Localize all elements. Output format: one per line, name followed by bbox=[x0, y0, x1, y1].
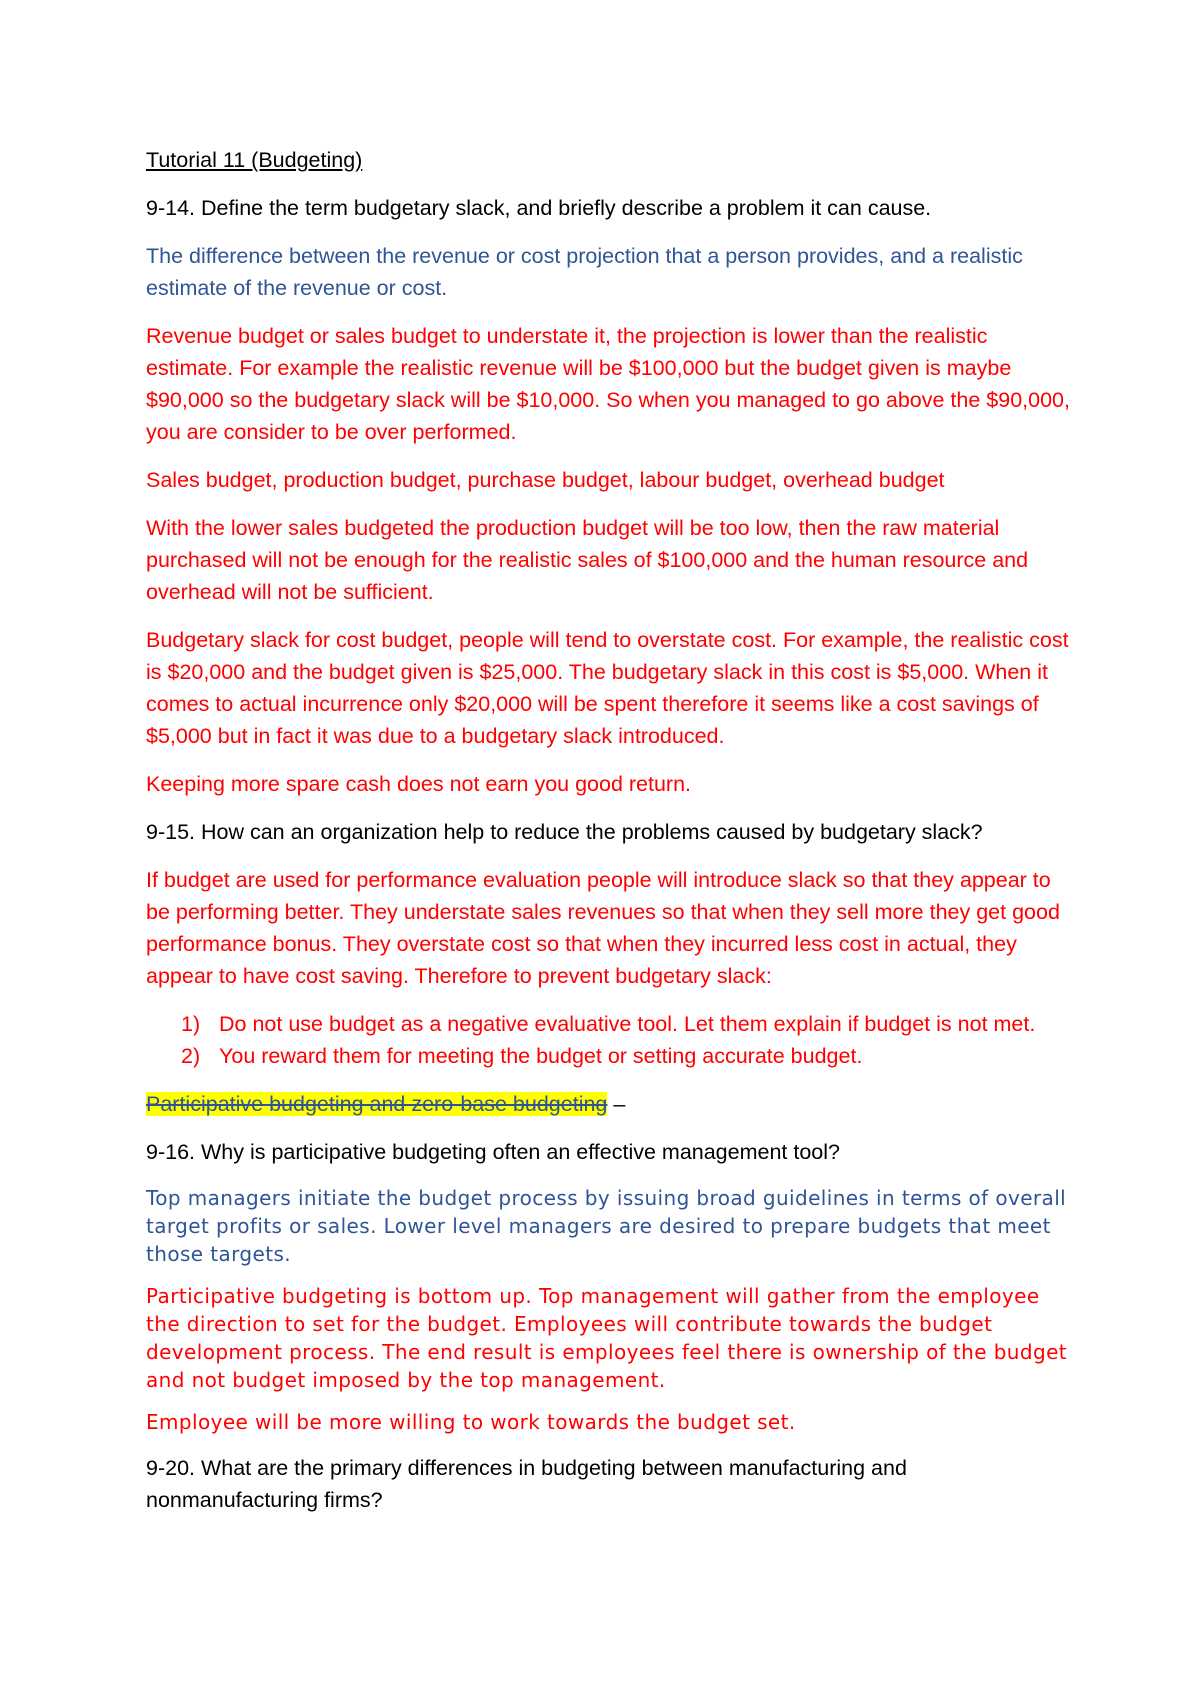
answer-9-14-spare-cash: Keeping more spare cash does not earn you good return. bbox=[146, 772, 692, 796]
answer-9-14-budget-list: Sales budget, production budget, purchase budget, labour budget, overhead budget bbox=[146, 468, 945, 492]
question-9-20: 9-20. What are the primary differences in budgeting between manufacturing and nonmanufacturing firms? bbox=[146, 1456, 907, 1512]
question-9-14: 9-14. Define the term budgetary slack, and briefly describe a problem it can cause. bbox=[146, 196, 932, 220]
question-9-15: 9-15. How can an organization help to reduce the problems caused by budgetary slack? bbox=[146, 820, 983, 844]
answer-9-15-explanation: If budget are used for performance evaluation people will introduce slack so that they appear to be performing better. They understate sales revenues so that when they sell more they get good performance bonus. They overstate cost so that when they incurred less cost in actual, they appear to have cost saving. Therefore to prevent budgetary slack: bbox=[146, 868, 1060, 988]
answer-9-14-production-impact: With the lower sales budgeted the production budget will be too low, then the raw material purchased will not be enough for the realistic sales of $100,000 and the human resource and overhead will not be sufficient. bbox=[146, 516, 1029, 604]
list-number: 1) bbox=[181, 1012, 201, 1036]
list-text: Do not use budget as a negative evaluative tool. Let them explain if budget is not met. bbox=[219, 1012, 1036, 1036]
answer-9-16-bottom-up: Participative budgeting is bottom up. Top management will gather from the employee the direction to set for the budget. Employees will contribute towards the budget development process. The end result is employees feel there is ownership of the budget and not budget imposed by the top management. bbox=[146, 1284, 1068, 1392]
list-number: 2) bbox=[181, 1044, 201, 1068]
section-heading-highlighted: Participative budgeting and zero-base budgeting bbox=[146, 1092, 608, 1116]
list-item bbox=[146, 1008, 1076, 1040]
section-heading-line bbox=[146, 1088, 1076, 1120]
answer-9-14-cost-slack: Budgetary slack for cost budget, people will tend to overstate cost. For example, the realistic cost is $20,000 and the budget given is $25,000. The budgetary slack in this cost is $5,000. When it comes to actual incurrence only $20,000 will be spent therefore it seems like a cost savings of $5,000 but in fact it was due to a budgetary slack introduced. bbox=[146, 628, 1069, 748]
answer-9-16-top-down: Top managers initiate the budget process by issuing broad guidelines in terms of overall target profits or sales. Lower level managers are desired to prepare budgets that meet those targets. bbox=[146, 1186, 1067, 1266]
page-title: Tutorial 11 (Budgeting) bbox=[146, 148, 363, 172]
question-9-16: 9-16. Why is participative budgeting often an effective management tool? bbox=[146, 1140, 840, 1164]
list-item bbox=[146, 1040, 1076, 1072]
document-body bbox=[146, 144, 1076, 1532]
answer-9-14-revenue-slack: Revenue budget or sales budget to understate it, the projection is lower than the realistic estimate. For example the realistic revenue will be $100,000 but the budget given is maybe $90,000 so the budgetary slack will be $10,000. So when you managed to go above the $90,000, you are consider to be over performed. bbox=[146, 324, 1070, 444]
answer-9-16-willingness: Employee will be more willing to work towards the budget set. bbox=[146, 1410, 796, 1434]
list-text: You reward them for meeting the budget or setting accurate budget. bbox=[219, 1044, 863, 1068]
section-heading-dash: – bbox=[607, 1092, 626, 1116]
answer-9-14-definition: The difference between the revenue or cost projection that a person provides, and a realistic estimate of the revenue or cost. bbox=[146, 244, 1023, 300]
prevention-list bbox=[146, 1008, 1076, 1072]
